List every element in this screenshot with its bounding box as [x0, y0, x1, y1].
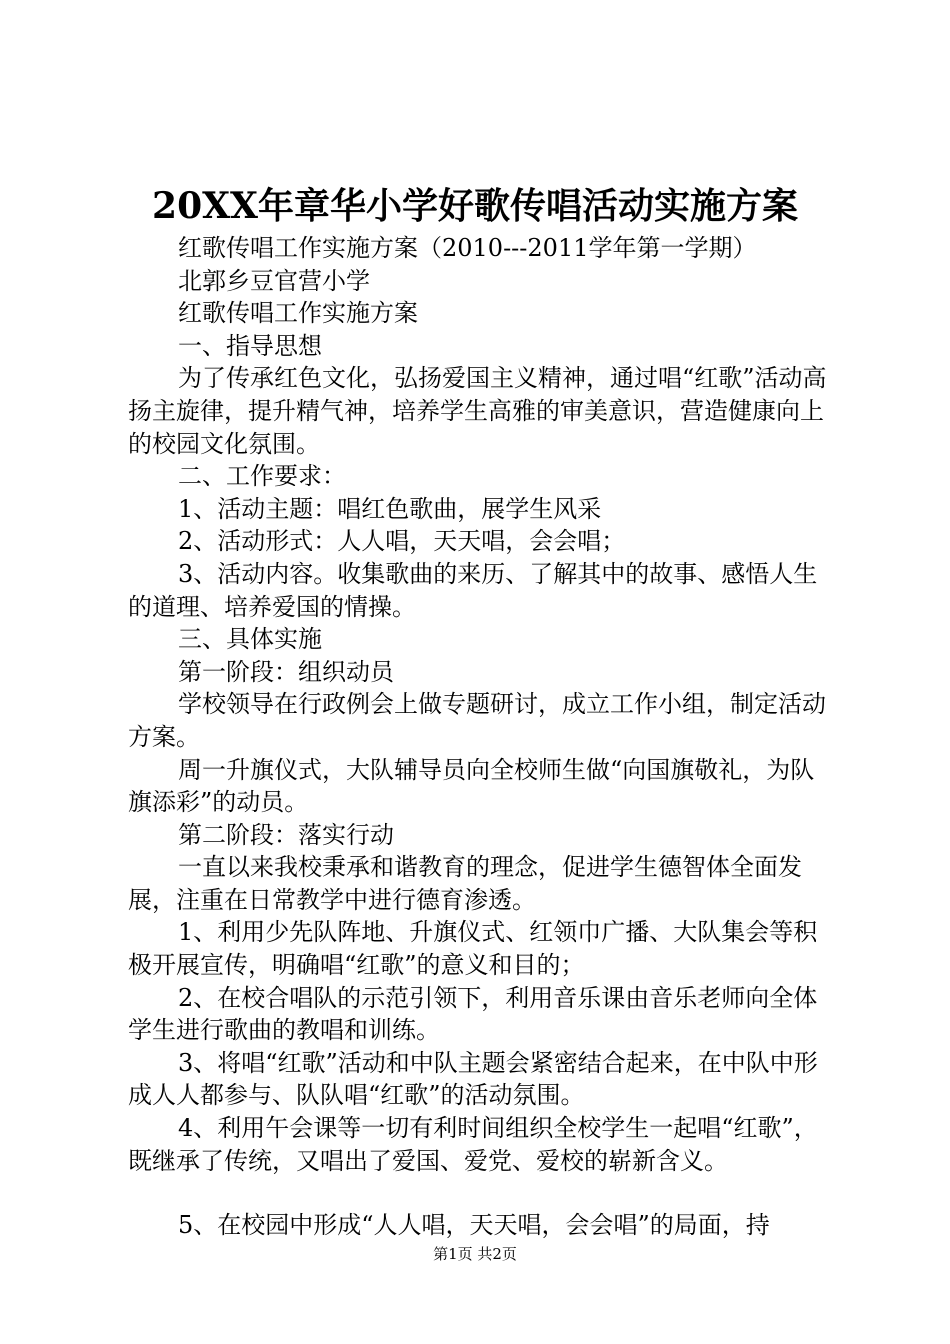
list-item-publicity: 1、利用少先队阵地、升旗仪式、红领巾广播、大队集会等积极开展宣传，明确唱“红歌”的意义和目的； — [128, 918, 818, 980]
document-body — [128, 232, 838, 1242]
list-item-activity-theme: 1、活动主题：唱红色歌曲，展学生风采 — [178, 494, 602, 523]
section-heading-work-requirements: 二、工作要求： — [178, 462, 346, 491]
list-item-activity-content: 3、活动内容。收集歌曲的来历、了解其中的故事、感悟人生的道理、培养爱国的情操。 — [128, 559, 818, 621]
stage-heading-action: 第二阶段：落实行动 — [178, 820, 394, 849]
section-heading-implementation: 三、具体实施 — [178, 625, 322, 654]
section-heading-guiding-ideology: 一、指导思想 — [178, 331, 322, 360]
paragraph-plan-subtitle: 红歌传唱工作实施方案（2010---2011学年第一学期） — [178, 234, 757, 262]
list-item-campus-atmosphere: 5、在校园中形成“人人唱，天天唱，会会唱”的局面，持 — [178, 1211, 770, 1240]
list-item-noon-singing: 4、利用午会课等一切有利时间组织全校学生一起唱“红歌”，既继承了传统，又唱出了爱国、爱党、爱校的崭新含义。 — [128, 1114, 818, 1175]
list-item-activity-form: 2、活动形式：人人唱，天天唱，会会唱； — [178, 527, 626, 556]
paragraph-school-name: 北郭乡豆官营小学 — [178, 266, 370, 295]
list-item-class-meetings: 3、将唱“红歌”活动和中队主题会紧密结合起来，在中队中形成人人都参与、队队唱“红歌”的活动氛围。 — [128, 1048, 818, 1110]
paragraph-harmonious-education: 一直以来我校秉承和谐教育的理念，促进学生德智体全面发展，注重在日常教学中进行德育渗透。 — [128, 853, 802, 914]
stage-heading-mobilization: 第一阶段：组织动员 — [178, 657, 394, 686]
paragraph-flag-ceremony: 周一升旗仪式，大队辅导员向全校师生做“向国旗敬礼，为队旗添彩”的动员。 — [128, 755, 815, 817]
paragraph-guiding-ideology: 为了传承红色文化，弘扬爱国主义精神，通过唱“红歌”活动高扬主旋律，提升精气神，培养学生高雅的审美意识，营造健康向上的校园文化氛围。 — [128, 364, 827, 458]
paragraph-leadership-meeting: 学校领导在行政例会上做专题研讨，成立工作小组，制定活动方案。 — [128, 690, 826, 751]
list-item-choir-teaching: 2、在校合唱队的示范引领下，利用音乐课由音乐老师向全体学生进行歌曲的教唱和训练。 — [128, 983, 818, 1045]
paragraph-plan-heading: 红歌传唱工作实施方案 — [178, 299, 418, 328]
page-footer: 第1页 共2页 — [433, 1245, 517, 1263]
document-title: 20XX年章华小学好歌传唱活动实施方案 — [152, 185, 798, 227]
